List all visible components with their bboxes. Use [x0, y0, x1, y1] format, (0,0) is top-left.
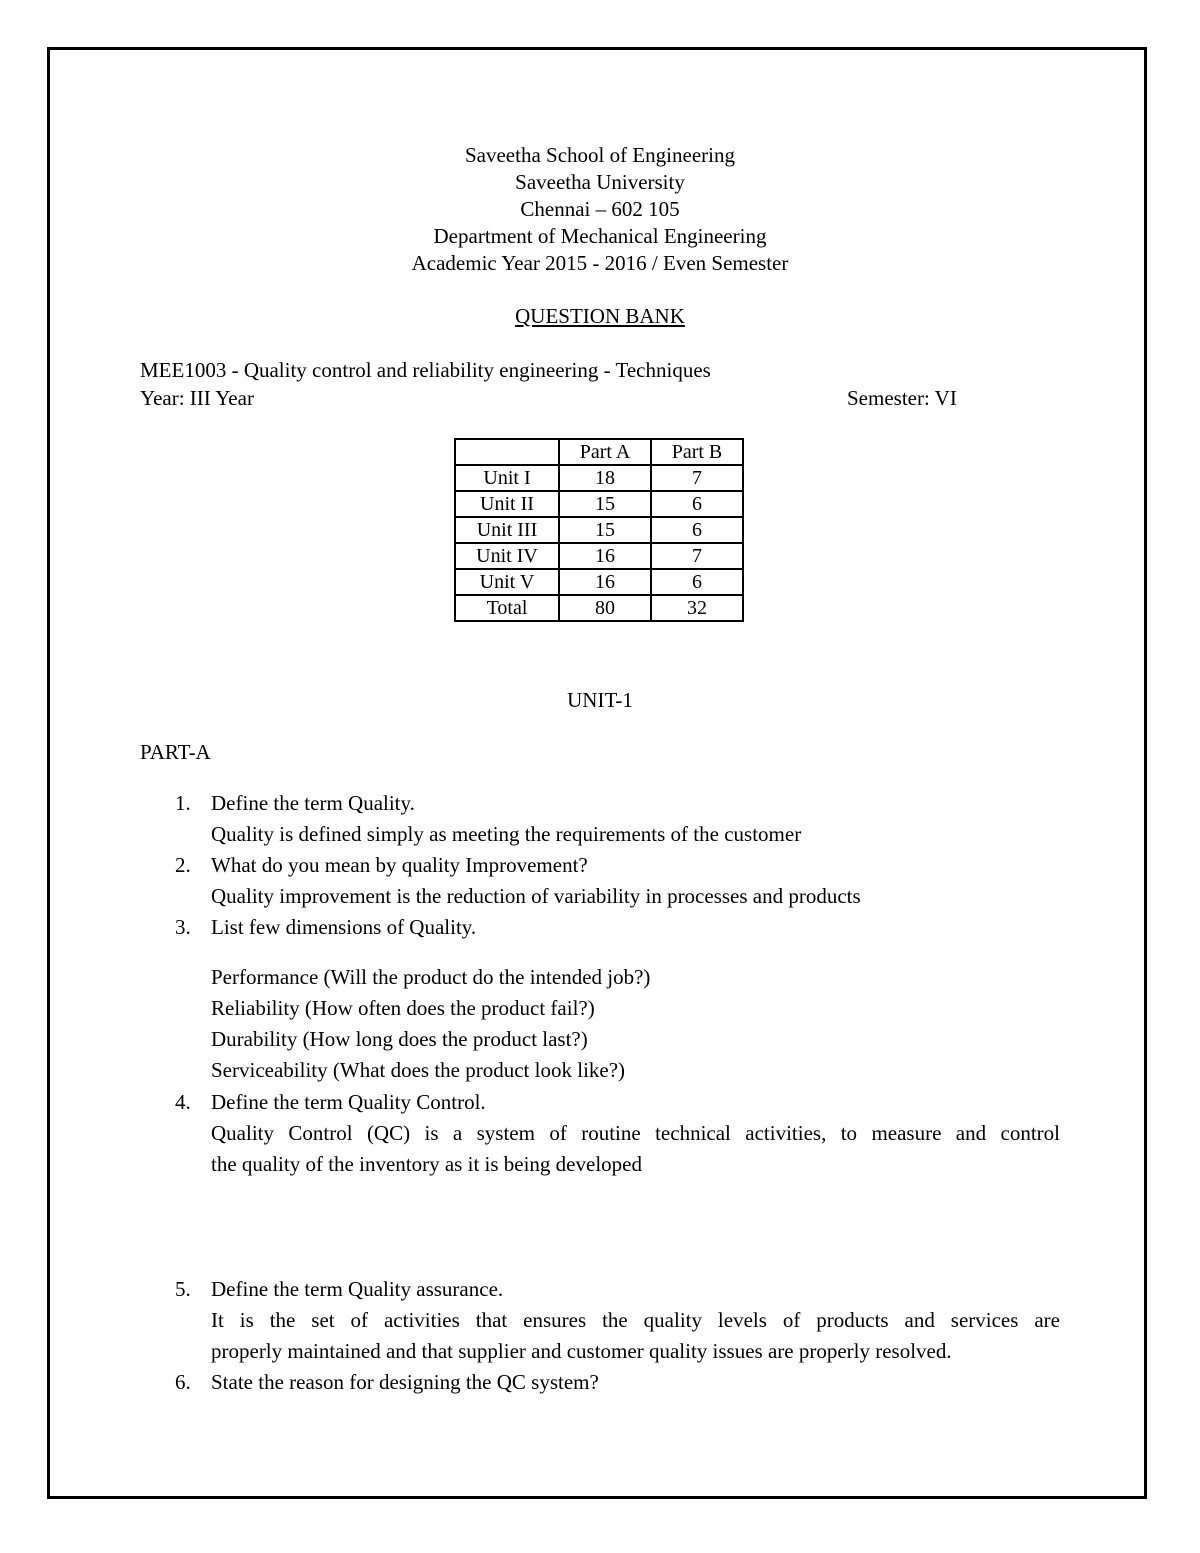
table-cell: 15 [559, 491, 651, 517]
question-item [175, 850, 1060, 912]
answer-line: It is the set of activities that ensures the quality levels of products and services are [211, 1308, 1060, 1332]
table-cell: 16 [559, 543, 651, 569]
table-row [455, 569, 743, 595]
university-name: Saveetha University [515, 170, 685, 194]
city-line: Chennai – 602 105 [520, 197, 680, 221]
answer-line: Reliability (How often does the product fail?) [211, 996, 595, 1020]
question-item [175, 1367, 1060, 1398]
answer-line: Serviceability (What does the product look like?) [211, 1058, 626, 1082]
question-text: Define the term Quality assurance. [211, 1277, 504, 1301]
department-name: Department of Mechanical Engineering [433, 224, 767, 248]
table-cell: 32 [651, 595, 743, 621]
answer-line: properly maintained and that supplier and customer quality issues are properly resolved. [211, 1339, 952, 1363]
question-number: 3. [175, 915, 191, 939]
unit-heading: UNIT-1 [567, 688, 633, 712]
table-cell: 6 [651, 517, 743, 543]
question-text: List few dimensions of Quality. [211, 915, 477, 939]
table-total-row [455, 595, 743, 621]
answer-line: the quality of the inventory as it is being developed [211, 1152, 642, 1176]
table-cell: Unit II [455, 491, 559, 517]
question-text: Define the term Quality Control. [211, 1090, 486, 1114]
question-item [175, 912, 1060, 1086]
table-header-cell [455, 439, 559, 465]
answer-line: Durability (How long does the product last?) [211, 1027, 588, 1051]
table-header-cell: Part A [559, 439, 651, 465]
question-number: 5. [175, 1277, 191, 1301]
question-item [175, 1087, 1060, 1180]
question-item [175, 1274, 1060, 1367]
table-cell: Total [455, 595, 559, 621]
table-cell: 7 [651, 465, 743, 491]
question-text: State the reason for designing the QC system? [211, 1370, 599, 1394]
table-cell: 15 [559, 517, 651, 543]
academic-year: Academic Year 2015 - 2016 / Even Semester [411, 251, 789, 275]
table-cell: 6 [651, 491, 743, 517]
table-row [455, 517, 743, 543]
question-number: 2. [175, 853, 191, 877]
question-text: What do you mean by quality Improvement? [211, 853, 588, 877]
question-number: 6. [175, 1370, 191, 1394]
table-cell: 80 [559, 595, 651, 621]
answer-line: Quality Control (QC) is a system of routine technical activities, to measure and control [211, 1121, 1060, 1145]
answer-line: Performance (Will the product do the intended job?) [211, 965, 651, 989]
answer-text: Quality improvement is the reduction of variability in processes and products [211, 884, 861, 908]
table-row [455, 543, 743, 569]
part-heading: PART-A [140, 740, 211, 764]
table-cell: 7 [651, 543, 743, 569]
table-cell: 16 [559, 569, 651, 595]
course-title: MEE1003 - Quality control and reliability engineering - Techniques [140, 358, 711, 382]
table-cell: Unit V [455, 569, 559, 595]
table-header-row [455, 439, 743, 465]
document-header [0, 142, 1200, 277]
table-cell: Unit I [455, 465, 559, 491]
table-row [455, 491, 743, 517]
question-number: 4. [175, 1090, 191, 1114]
document-title: QUESTION BANK [515, 304, 685, 328]
marks-summary-table [454, 438, 744, 622]
table-cell: 6 [651, 569, 743, 595]
table-cell: Unit IV [455, 543, 559, 569]
question-number: 1. [175, 791, 191, 815]
school-name: Saveetha School of Engineering [464, 143, 735, 167]
answer-text: Quality is defined simply as meeting the requirements of the customer [211, 822, 802, 846]
table-header-cell: Part B [651, 439, 743, 465]
table-cell: Unit III [455, 517, 559, 543]
question-text: Define the term Quality. [211, 791, 415, 815]
course-semester: Semester: VI [847, 386, 957, 410]
table-cell: 18 [559, 465, 651, 491]
table-row [455, 465, 743, 491]
course-year: Year: III Year [140, 386, 254, 410]
question-item [175, 788, 1060, 850]
